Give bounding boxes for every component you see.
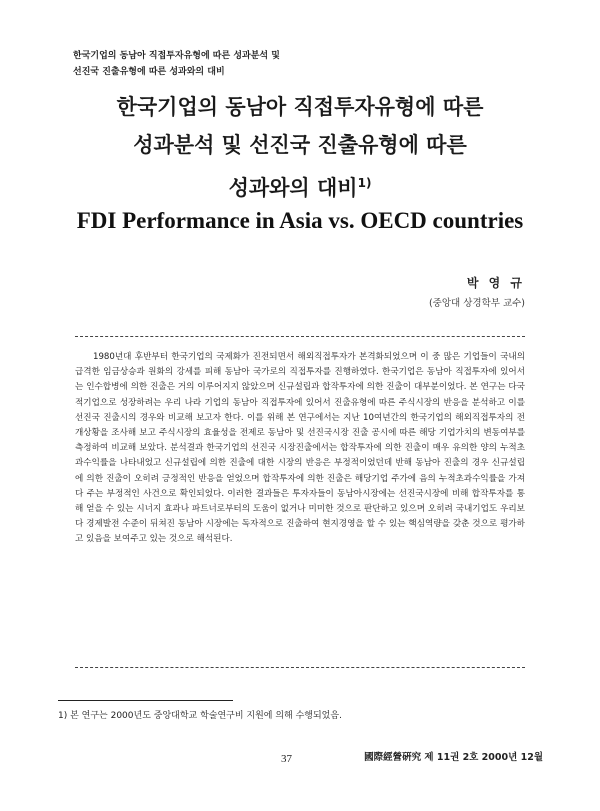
abstract-bottom-rule xyxy=(75,667,525,668)
footnote: 1) 본 연구는 2000년도 중앙대학교 학술연구비 지원에 의해 수행되었음. xyxy=(58,711,342,721)
title-footnote-mark: 1) xyxy=(357,176,372,190)
author-name: 박 영 규 xyxy=(466,276,525,290)
title-line-2: 성과분석 및 선진국 진출유형에 따른 xyxy=(133,133,467,157)
abstract-text: 1980년대 후반부터 한국기업의 국제화가 진전되면서 해외직접투자가 본격화되었으며 이 중 많은 기업들이 국내의 급격한 임금상승과 원화의 강세를 피해 동남아 국가로의 직접투자를 진행하였다. 한국기업은 동남아 직접투자에 있어서는 인수합병에 의한 진출은 거의 이루어지지 않았으며 신규설립과 합작투자에 의한 진출이 대부분이었다. 본 연구는 다국적기업으로 성장하려는 우리 나라 기업의 동남아 직접투자에 있어서 진출유형에 따른 주식시장의 반응을 분석하고 이를 선진국 진출시의 경우와 비교해 보고자 한다. 이를 위해 본 연구에서는 지난 10여년간의 한국기업의 해외직접투자의 전개상황을 조사해 보고 주식시장의 효율성을 전제로 동남아 및 선진국시장 진출 공시에 따른 해당 기업가치의 변동여부를 측정하여 비교해 보았다. 분석결과 한국기업의 선진국 시장진출에서는 합작투자에 의한 진출이 매우 유의한 양의 누적초과수익률을 나타내었고 신규설립에 의한 진출에 대한 시장의 반응은 부정적이었던데 반해 동남아 진출의 경우 신규설립에 의한 진출이 오히려 긍정적인 반응을 얻었으며 합작투자에 의한 진출은 해당기업 주가에 음의 누적초과수익률을 가져다 주는 부정적인 사건으로 확인되었다. 이러한 결과들은 투자자들이 동남아시장에는 선진국시장에 비해 합작투자를 통해 얻을 수 있는 시너지 효과나 파트너로부터의 도움이 없거나 미미한 것으로 판단하고 있으며 오히려 국내기업도 우리보다 경제발전 수준이 뒤쳐진 동남아 시장에는 독자적으로 진출하여 현지경영을 할 수 있는 핵심역량을 갖춘 것으로 평가하고 있음을 보여주고 있는 것으로 해석된다. xyxy=(75,352,525,545)
author-affiliation: (중앙대 상경학부 교수) xyxy=(428,298,525,309)
english-title: FDI Performance in Asia vs. OECD countries xyxy=(76,208,524,233)
running-head xyxy=(73,48,280,80)
title-line-1: 한국기업의 동남아 직접투자유형에 따른 xyxy=(116,95,484,119)
abstract-top-rule xyxy=(75,336,525,337)
title-line-3 xyxy=(40,164,560,207)
running-head-line-1: 한국기업의 동남아 직접투자유형에 따른 성과분석 및 xyxy=(73,51,280,61)
running-head-line-2: 선진국 진출유형에 따른 성과와의 대비 xyxy=(73,67,225,77)
journal-info: 國際經營硏究 제 11권 2호 2000년 12월 xyxy=(364,752,543,763)
paper-title xyxy=(40,88,560,207)
page-number: 37 xyxy=(281,753,292,765)
title-line-3-text: 성과와의 대비 xyxy=(228,176,358,200)
footnote-rule xyxy=(58,700,233,701)
